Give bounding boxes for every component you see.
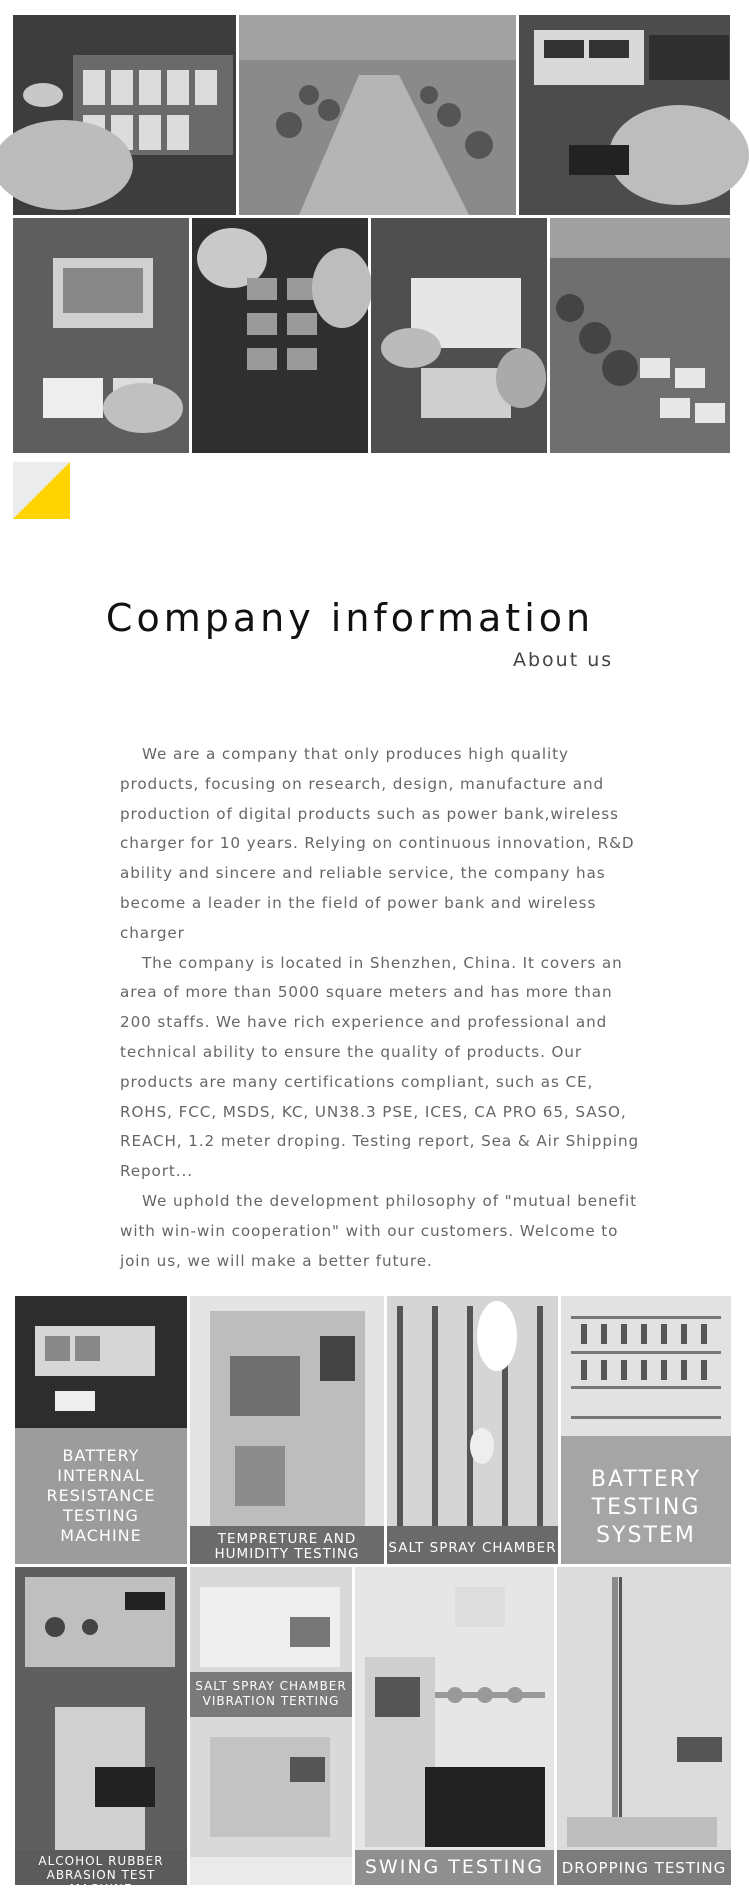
photo-technician-soldering-boards [13,15,236,215]
photo-assembly-line [550,218,730,453]
about-paragraph: The company is located in Shenzhen, China. It covers an area of more than 5000 square meters and has more than 200 staffs. We have rich experience and professional and technical ability to ensure the quality of products. Our products are many certifications compliant, such as CE, ROHS, FCC, MSDS, KC, UN38.3 PSE, ICES, CA PRO 65, SASO, REACH, 1.2 meter droping. Testing report, Sea & Air Shipping Report... [120,953,640,1181]
salt-spray-chamber-tile [387,1296,558,1564]
battery-system-caption-line: SYSTEM [596,1523,696,1548]
photo-power-supply-testing [519,15,730,215]
photo-production-line-workers [239,15,516,215]
vibration-caption-line: VIBRATION TERTING [202,1694,340,1708]
photo-microscope-inspection [13,218,189,453]
salt-spray-caption: SALT SPRAY CHAMBER [388,1540,557,1556]
battery-internal-caption-line: BATTERY [62,1446,140,1465]
vibration-caption-line: SALT SPRAY CHAMBER [195,1679,347,1693]
about-text [120,740,640,1276]
about-paragraph: We uphold the development philosophy of "mutual benefit with win-win cooperation" with our customers. Welcome to join us, we will make a better future. [120,1191,638,1270]
battery-system-caption-line: BATTERY [590,1467,702,1492]
temperature-caption-line: TEMPRETURE AND [217,1531,357,1547]
vibration-testing-tile [190,1567,352,1885]
temperature-caption-line: HUMIDITY TESTING [214,1546,360,1562]
battery-internal-resistance-tile [15,1296,187,1564]
battery-internal-caption-line: INTERNAL [57,1466,145,1485]
temperature-humidity-tile [190,1296,384,1564]
dropping-testing-tile [557,1567,731,1885]
battery-internal-caption-line: MACHINE [60,1526,142,1545]
battery-internal-caption-line: TESTING [63,1506,139,1525]
battery-system-caption-line: TESTING [591,1495,701,1520]
photo-pcb-soldering [192,218,368,453]
alcohol-caption-line: ALCOHOL RUBBER [38,1854,164,1868]
photo-packaging-station [371,218,547,453]
alcohol-rubber-abrasion-tile [15,1567,187,1896]
about-us-subtitle: About us [513,649,614,671]
battery-testing-system-tile [561,1296,731,1564]
about-paragraph: We are a company that only produces high quality products, focusing on research, design, manufacture and production of digital products such as power bank,wireless charger for 10 years. Relying on continuous innovation, R&D ability and sincere and reliable service, the company has become a leader in the field of power bank and wireless charger [120,745,635,942]
alcohol-caption-line: ABRASION TEST MACHINE [46,1868,156,1896]
dropping-caption: DROPPING TESTING [561,1859,727,1877]
swing-testing-tile [355,1567,554,1885]
company-info-title: Company information [105,596,595,640]
corner-accent-graphic [13,462,70,519]
battery-internal-caption-line: RESISTANCE [46,1486,156,1505]
swing-caption: SWING TESTING [364,1856,545,1878]
